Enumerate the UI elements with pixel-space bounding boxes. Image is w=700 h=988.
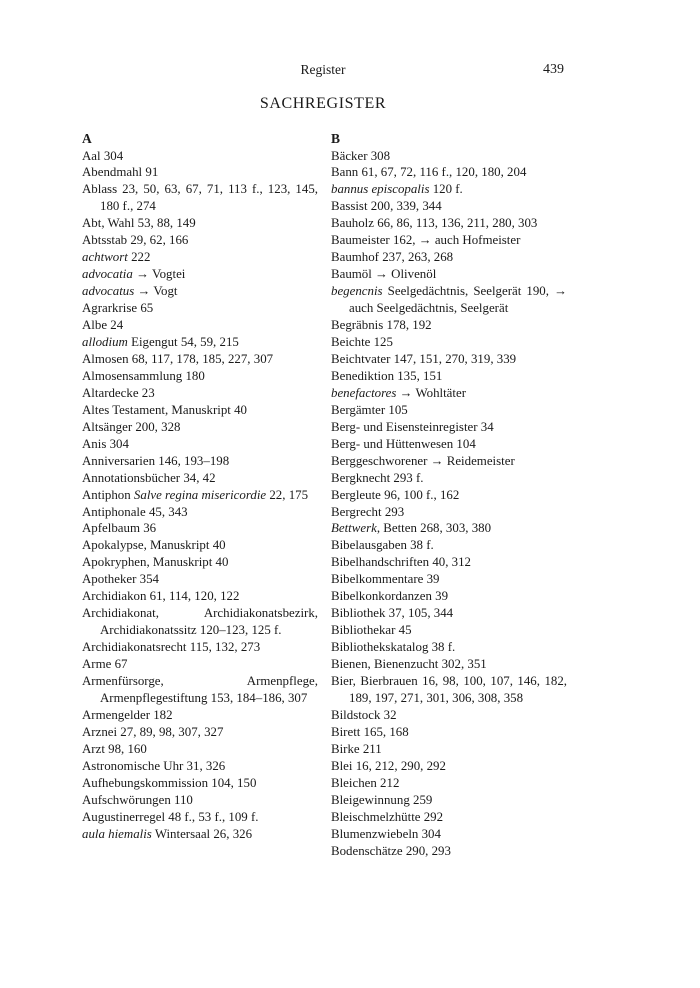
- index-entry-term: bannus episcopalis: [331, 182, 430, 197]
- index-entry-term: Archidiakonat, Archidiakonatsbezirk, Archidiakonatssitz: [82, 606, 318, 638]
- index-column-b: [331, 130, 567, 860]
- index-entry-references: 222: [127, 250, 151, 265]
- index-entry: [82, 487, 318, 504]
- index-entry: [331, 673, 567, 707]
- index-entry-references: 16, 98, 100, 107, 146, 182, 189, 197, 271, 301, 306, 308, 358: [349, 674, 568, 705]
- index-entry: [331, 385, 567, 402]
- index-entry-term: Bergrecht: [331, 504, 382, 519]
- index-entry: [82, 402, 318, 419]
- index-entry-term: Baumhof: [331, 250, 379, 265]
- index-entry: [331, 232, 567, 249]
- index-entry: [82, 181, 318, 215]
- index-entry: [331, 537, 567, 554]
- index-entry-term: Agrarkrise: [82, 301, 138, 316]
- index-entry-references: 61, 67, 72, 116 f., 120, 180, 204: [358, 165, 527, 180]
- index-entry-term: Beichte: [331, 334, 371, 349]
- index-entry-term: Altsänger: [82, 419, 133, 434]
- index-entry: [82, 317, 318, 334]
- index-entry-references: 308: [367, 148, 391, 163]
- index-entry-references: 40: [212, 555, 229, 570]
- index-entry-references: 146, 193–198: [155, 453, 230, 468]
- index-entry-references: 36: [140, 521, 157, 536]
- index-entry-references: 212: [376, 775, 400, 790]
- index-entry-term: begencnis: [331, 284, 383, 299]
- index-entry: [331, 402, 567, 419]
- index-entry-term: Astronomische Uhr: [82, 758, 184, 773]
- index-entry-term: Berg- und Hüttenwesen: [331, 436, 454, 451]
- index-entry-term: Bergleute: [331, 487, 381, 502]
- index-entry-term: Bier, Bierbrauen: [331, 674, 418, 689]
- index-entry: [82, 707, 318, 724]
- index-entry: [82, 385, 318, 402]
- index-entry: [82, 571, 318, 588]
- index-entry-term: Augustinerregel: [82, 809, 166, 824]
- index-entry: [331, 792, 567, 809]
- index-entry-term: Birke: [331, 741, 360, 756]
- index-entry-references: 40: [209, 538, 226, 553]
- index-entry: [82, 419, 318, 436]
- index-entry-term: Apokalypse, Manuskript: [82, 538, 210, 553]
- index-entry-references: 120 f.: [429, 182, 463, 197]
- index-entry-term: Almosensammlung: [82, 368, 183, 383]
- index-entry-term: Berg- und Eisensteinregister: [331, 419, 478, 434]
- index-entry: [82, 758, 318, 775]
- index-entry-references: 293 f.: [390, 470, 424, 485]
- index-entry-references: 304: [106, 436, 129, 451]
- index-entry-term: Bibelkommentare: [331, 572, 424, 587]
- index-entry-references: 48 f., 53 f., 109 f.: [165, 809, 259, 824]
- index-entry-references: 91: [142, 165, 159, 180]
- index-entry: [82, 232, 318, 249]
- index-entry-italic-part: Salve regina misericordie: [133, 487, 267, 502]
- index-entry-term: Apfelbaum: [82, 521, 140, 536]
- index-entry-term: Altes Testament, Manuskript: [82, 402, 231, 417]
- index-entry-term: Ablass: [82, 182, 118, 197]
- index-entry-term: Blei: [331, 758, 353, 773]
- index-entry: [82, 588, 318, 605]
- index-entry-term: Arzt: [82, 741, 105, 756]
- index-entry-term: Antiphonale: [82, 504, 146, 519]
- index-entry-references: Seelgedächtnis, Seelgerät 190, → auch Seelgedächtnis, Seelgerät: [349, 284, 567, 316]
- index-entry-term: Abt, Wahl: [82, 216, 135, 231]
- index-entry-term: Bergämter: [331, 402, 386, 417]
- index-entry-references: 211: [359, 741, 382, 756]
- index-entry-term: Albe: [82, 318, 108, 333]
- index-entry-references: 22, 175: [266, 487, 309, 502]
- index-entry-references: 200, 328: [132, 419, 181, 434]
- index-entry-term: Blumenzwiebeln: [331, 826, 419, 841]
- index-entry: [82, 215, 318, 232]
- index-entry-term: advocatus: [82, 284, 135, 299]
- index-entry-list: [331, 148, 567, 860]
- index-entry: [331, 283, 567, 317]
- index-entry-references: 40: [230, 402, 247, 417]
- index-entry-references: 45, 343: [145, 504, 188, 519]
- index-entry-term: aula hiemalis: [82, 826, 152, 841]
- index-entry-term: Anniversarien: [82, 453, 156, 468]
- index-entry-references: 302, 351: [438, 657, 487, 672]
- index-entry-term: Begräbnis: [331, 318, 384, 333]
- index-entry-references: 40, 312: [429, 555, 471, 570]
- index-entry-list: [82, 148, 318, 843]
- index-entry-term: Armenfürsorge, Armenpflege, Armenpflegestiftung: [82, 674, 318, 705]
- index-entry-references: 304: [418, 826, 441, 841]
- index-entry: [331, 198, 567, 215]
- index-entry-term: Almosen: [82, 351, 129, 366]
- index-entry: [331, 351, 567, 368]
- index-entry-references: 98, 160: [104, 741, 147, 756]
- index-entry: [331, 504, 567, 521]
- index-entry-term: Berggeschworener: [331, 453, 428, 468]
- index-entry-references: 53, 88, 149: [134, 216, 196, 231]
- index-entry-references: → Reidemeister: [427, 453, 515, 468]
- index-entry-references: 66, 86, 113, 136, 211, 280, 303: [373, 216, 538, 231]
- index-entry-term: Aufhebungskommission: [82, 775, 209, 790]
- index-entry-term: Aufschwörungen: [82, 792, 171, 807]
- index-entry-references: 292: [420, 809, 444, 824]
- index-entry-references: 259: [409, 792, 433, 807]
- index-entry: [82, 368, 318, 385]
- index-entry: [331, 741, 567, 758]
- index-entry-term: Baumeister: [331, 233, 390, 248]
- index-entry-term: Bassist: [331, 199, 368, 214]
- index-entry-references: 153, 184–186, 307: [207, 691, 308, 705]
- index-entry-references: 68, 117, 178, 185, 227, 307: [128, 351, 274, 366]
- index-entry-references: 120–123, 125 f.: [196, 623, 282, 638]
- page-number: 439: [543, 62, 564, 77]
- index-entry-references: 110: [170, 792, 193, 807]
- index-entry-term: Bergknecht: [331, 470, 391, 485]
- index-entry-term: Aal: [82, 148, 101, 163]
- index-entry-references: 162, → auch Hofmeister: [389, 233, 521, 248]
- index-entry: [331, 266, 567, 283]
- index-entry-term: Bleigewinnung: [331, 792, 410, 807]
- index-entry: [331, 249, 567, 266]
- index-entry: [82, 792, 318, 809]
- index-entry: [82, 639, 318, 656]
- index-entry: [331, 470, 567, 487]
- index-entry: [82, 334, 318, 351]
- index-entry-references: 39: [431, 589, 449, 604]
- index-entry: [331, 148, 567, 165]
- index-entry-references: 182: [150, 707, 173, 722]
- index-entry-references: 304: [100, 148, 124, 163]
- index-entry-references: 34: [477, 419, 494, 434]
- index-entry-references: 23, 50, 63, 67, 71, 113 f., 123, 145, 180 f., 274: [100, 182, 318, 214]
- index-entry: [331, 843, 567, 860]
- index-entry: [331, 181, 567, 198]
- index-entry: [331, 368, 567, 385]
- index-entry: [331, 826, 567, 843]
- index-entry: [331, 758, 567, 775]
- index-entry: [82, 453, 318, 470]
- index-entry-term: benefactores: [331, 385, 397, 400]
- index-entry-references: 37, 105, 344: [385, 606, 454, 621]
- index-entry: [331, 436, 567, 453]
- index-entry: [82, 436, 318, 453]
- index-entry-term: Arme: [82, 657, 112, 672]
- index-entry-term: Benediktion: [331, 368, 395, 383]
- index-entry: [82, 724, 318, 741]
- index-entry: [331, 809, 567, 826]
- index-entry-term: Bibliothekskatalog: [331, 640, 429, 655]
- index-entry-term: Bleischmelzhütte: [331, 809, 421, 824]
- index-entry-references: 290, 293: [402, 843, 451, 858]
- index-entry-term: Archidiakonatsrecht: [82, 640, 187, 655]
- index-entry-references: 65: [137, 301, 154, 316]
- index-entry-references: → Olivenöl: [371, 267, 437, 282]
- index-letter-heading: A: [82, 131, 92, 146]
- index-entry: [82, 826, 318, 843]
- index-column-a: [82, 130, 318, 843]
- index-entry-references: 27, 89, 98, 307, 327: [117, 724, 224, 739]
- index-entry: [331, 605, 567, 622]
- index-entry-references: 45: [395, 623, 412, 638]
- index-entry-term: Apokryphen, Manuskript: [82, 555, 213, 570]
- index-entry-term: Abtsstab: [82, 233, 128, 248]
- index-entry: [82, 554, 318, 571]
- index-entry: [331, 487, 567, 504]
- index-entry: [82, 809, 318, 826]
- running-head-title: Register: [300, 62, 346, 77]
- index-entry: [82, 283, 318, 300]
- index-entry: [331, 622, 567, 639]
- index-entry-term: Anis: [82, 436, 107, 451]
- index-entry-term: achtwort: [82, 250, 128, 265]
- index-entry-term: Bibliothekar: [331, 623, 396, 638]
- index-entry-references: 237, 263, 268: [378, 250, 454, 265]
- index-entry-term: Bibelhandschriften: [331, 555, 430, 570]
- index-entry: [82, 266, 318, 283]
- index-entry-references: 38 f.: [428, 640, 456, 655]
- index-entry-term: Baumöl: [331, 267, 372, 282]
- index-entry: [331, 334, 567, 351]
- index-entry-references: 34, 42: [180, 470, 216, 485]
- index-entry-references: → Vogt: [134, 284, 178, 299]
- index-entry-term: Abendmahl: [82, 165, 143, 180]
- index-entry-term: Antiphon: [82, 487, 134, 502]
- index-entry-references: 23: [138, 385, 155, 400]
- index-entry-references: → Vogtei: [132, 267, 186, 282]
- index-entry: [331, 588, 567, 605]
- index-entry-term: Birett: [331, 724, 361, 739]
- index-entry-term: Archidiakon: [82, 589, 147, 604]
- index-entry: [82, 504, 318, 521]
- index-entry: [82, 164, 318, 181]
- index-entry-references: 104: [453, 436, 476, 451]
- index-entry: [331, 520, 567, 537]
- index-entry: [331, 453, 567, 470]
- index-entry-term: Bibliothek: [331, 606, 386, 621]
- index-entry-references: 104, 150: [208, 775, 257, 790]
- index-entry-references: 125: [370, 334, 393, 349]
- index-entry-references: 165, 168: [360, 724, 409, 739]
- index-entry-term: Bibelkonkordanzen: [331, 589, 432, 604]
- index-entry: [82, 537, 318, 554]
- index-entry: [331, 707, 567, 724]
- index-entry: [82, 656, 318, 673]
- index-entry: [82, 249, 318, 266]
- index-entry-term: Bodenschätze: [331, 843, 403, 858]
- index-entry-references: 105: [385, 402, 408, 417]
- index-entry-references: 39: [423, 572, 440, 587]
- index-entry-references: 24: [107, 318, 124, 333]
- index-entry-term: advocatia: [82, 267, 133, 282]
- index-entry-references: , Betten 268, 303, 380: [376, 521, 492, 536]
- index-entry-term: Apotheker: [82, 572, 137, 587]
- index-entry: [82, 775, 318, 792]
- index-entry-references: 293: [381, 504, 405, 519]
- index-entry: [331, 317, 567, 334]
- index-entry: [82, 520, 318, 537]
- index-entry-references: Eigengut 54, 59, 215: [127, 334, 239, 349]
- index-entry: [331, 724, 567, 741]
- index-entry-term: Armengelder: [82, 707, 151, 722]
- index-entry-references: 200, 339, 344: [367, 199, 442, 214]
- index-entry-references: 96, 100 f., 162: [380, 487, 460, 502]
- index-entry-term: Bienen, Bienenzucht: [331, 657, 439, 672]
- index-entry: [331, 639, 567, 656]
- index-entry-term: Annotationsbücher: [82, 470, 181, 485]
- index-entry: [82, 300, 318, 317]
- index-letter-heading: B: [331, 131, 341, 146]
- index-entry: [331, 571, 567, 588]
- index-entry: [331, 554, 567, 571]
- index-entry-references: 115, 132, 273: [186, 640, 261, 655]
- index-entry-term: Beichtvater: [331, 351, 391, 366]
- index-entry-references: 31, 326: [183, 758, 226, 773]
- index-entry: [82, 148, 318, 165]
- index-entry-term: Bäcker: [331, 148, 368, 163]
- index-entry-term: Arznei: [82, 724, 118, 739]
- index-entry-references: 32: [380, 707, 397, 722]
- index-entry-references: 67: [111, 657, 128, 672]
- index-entry-references: 29, 62, 166: [127, 233, 189, 248]
- index-entry-references: 180: [182, 368, 205, 383]
- index-entry-term: Bann: [331, 165, 359, 180]
- index-entry-term: Bettwerk: [331, 521, 377, 536]
- index-entry: [82, 741, 318, 758]
- index-entry: [331, 419, 567, 436]
- index-entry: [82, 605, 318, 639]
- index-entry-term: Bauholz: [331, 216, 374, 231]
- index-entry-references: Wintersaal 26, 326: [151, 826, 253, 841]
- index-entry-references: 178, 192: [383, 318, 432, 333]
- index-entry-references: 354: [136, 572, 159, 587]
- index-entry-term: Bildstock: [331, 707, 381, 722]
- index-entry: [82, 351, 318, 368]
- index-entry-references: 147, 151, 270, 319, 339: [390, 351, 517, 366]
- index-entry-term: Bibelausgaben: [331, 538, 407, 553]
- running-head: [82, 62, 564, 82]
- index-entry-references: 16, 212, 290, 292: [352, 758, 446, 773]
- index-entry-references: 135, 151: [394, 368, 443, 383]
- index-entry-term: allodium: [82, 334, 128, 349]
- index-entry: [82, 470, 318, 487]
- index-entry-references: 61, 114, 120, 122: [146, 589, 240, 604]
- index-entry: [331, 775, 567, 792]
- index-entry: [82, 673, 318, 707]
- index-entry-references: → Wohltäter: [396, 385, 466, 400]
- index-entry-term: Altardecke: [82, 385, 139, 400]
- index-entry: [331, 164, 567, 181]
- index-entry: [331, 215, 567, 232]
- index-entry: [331, 656, 567, 673]
- index-entry-term: Bleichen: [331, 775, 377, 790]
- section-title: SACHREGISTER: [259, 95, 387, 112]
- index-entry-references: 38 f.: [406, 538, 434, 553]
